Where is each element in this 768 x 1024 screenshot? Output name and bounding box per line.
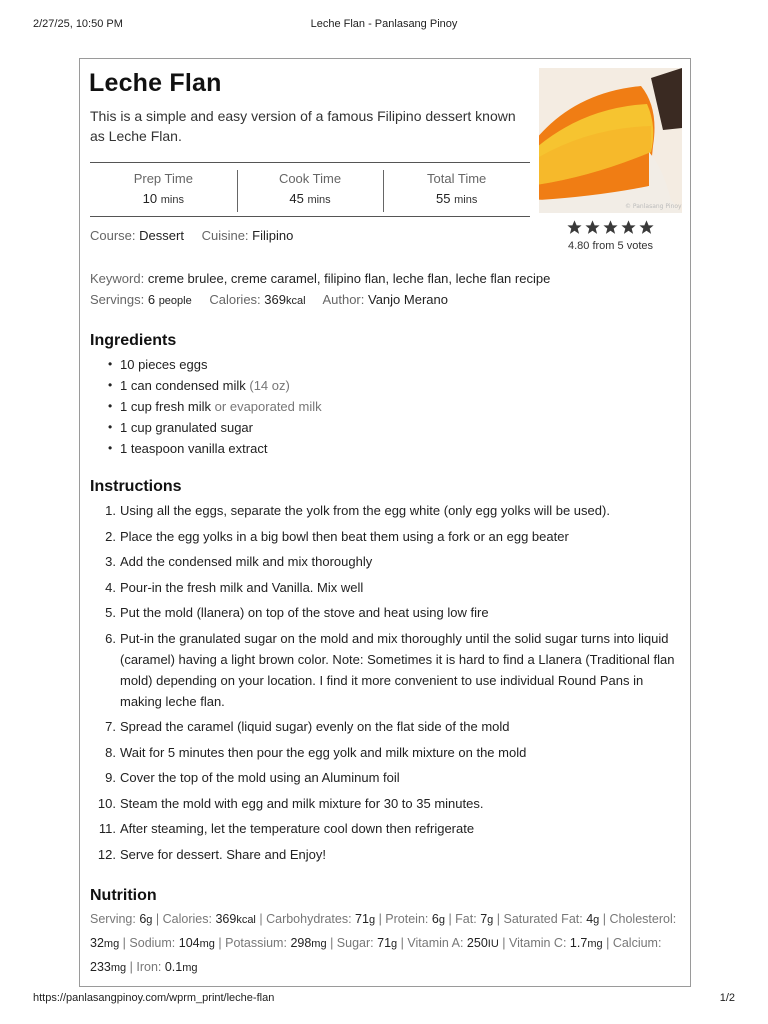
nutrition-facts: Serving: 6g | Calories: 369kcal | Carbohydrates: 71g | Protein: 6g | Fat: 7g | Saturated Fat: 4g | Cholesterol: 32mg | Sodium: 104mg | Potassium: 298mg | Sugar: 71g | Vitamin A: 250IU | Vitamin C: 1.7mg | Calcium: 233mg | Iron: 0.1mg: [90, 912, 677, 974]
rating-summary: 4.80 from 5 votes: [568, 240, 653, 252]
ingredients-list: [120, 354, 322, 459]
servings-label: Servings:: [90, 292, 145, 307]
nutrition-item: Potassium: 298mg: [225, 936, 327, 950]
svg-text:© Panlasang Pinoy: © Panlasang Pinoy: [625, 203, 682, 210]
ingredient-item: • 1 can condensed milk (14 oz): [120, 375, 322, 396]
nutrition-item: Calories: 369kcal: [162, 912, 256, 926]
instruction-step: 8. Wait for 5 minutes then pour the egg yolk and milk mixture on the mold: [105, 744, 527, 760]
instruction-step: 5. Put the mold (llanera) on top of the stove and heat using low fire: [105, 605, 489, 620]
recipe-photo: [539, 68, 682, 213]
course-cuisine-line: [90, 228, 293, 243]
star-icon[interactable]: [638, 219, 655, 236]
rating-stars[interactable]: [539, 219, 682, 236]
cuisine-label: Cuisine:: [201, 228, 249, 243]
instruction-step: 12. Serve for dessert. Share and Enjoy!: [97, 846, 326, 862]
instruction-step: 1. Using all the eggs, separate the yolk from the egg white (only egg yolks will be used).: [105, 503, 610, 518]
print-datetime: 2/27/25, 10:50 PM: [33, 18, 123, 30]
keyword-label: Keyword:: [90, 271, 145, 286]
ingredient-item: • 10 pieces eggs: [120, 354, 322, 375]
ingredient-item: • 1 cup fresh milk or evaporated milk: [120, 396, 322, 417]
calories-label: Calories:: [209, 292, 261, 307]
total-time: [383, 163, 530, 216]
instructions-heading: Instructions: [90, 478, 182, 495]
instruction-step: 7. Spread the caramel (liquid sugar) evenly on the flat side of the mold: [105, 719, 510, 734]
nutrition-item: Sugar: 71g: [336, 936, 398, 950]
keyword-value: creme brulee, creme caramel, filipino flan, leche flan, leche flan recipe: [147, 271, 551, 286]
star-icon[interactable]: [620, 219, 637, 236]
nutrition-item: Saturated Fat: 4g: [503, 912, 600, 926]
star-icon[interactable]: [566, 219, 583, 236]
nutrition-item: Vitamin C: 1.7mg: [509, 936, 603, 950]
instruction-step: 4. Pour-in the fresh milk and Vanilla. Mix well: [105, 579, 364, 595]
author-label: Author:: [322, 292, 365, 307]
ingredient-item: • 1 teaspoon vanilla extract: [120, 438, 322, 459]
calories-unit: kcal: [285, 295, 306, 307]
nutrition-item: Iron: 0.1mg: [136, 960, 198, 974]
nutrition-item: Sodium: 104mg: [129, 936, 215, 950]
instruction-step: 6. Put-in the granulated sugar on the mold and mix thoroughly until the solid sugar turns into liquid (caramel) having a light brown color. Note: Sometimes it is hard to find a Llanera (Traditional flan mold) depending on your location. I find it more convenient to use individual Round Pans in making leche flan.: [105, 630, 675, 709]
nutrition-item: Serving: 6g: [90, 912, 153, 926]
time-label: Prep Time: [133, 171, 193, 186]
ingredients-heading: Ingredients: [90, 332, 177, 349]
time-label: Cook Time: [278, 171, 342, 186]
star-icon[interactable]: [602, 219, 619, 236]
leche-flan-image: [539, 68, 682, 213]
nutrition-heading: Nutrition: [90, 887, 157, 904]
print-page-title: Leche Flan - Panlasang Pinoy: [310, 18, 458, 30]
course-value: Dessert: [139, 228, 184, 243]
instruction-step: 11. After steaming, let the temperature cool down then refrigerate: [98, 821, 475, 836]
nutrition-item: Carbohydrates: 71g: [266, 912, 376, 926]
time-value: 45 mins: [289, 191, 331, 206]
prep-time: [90, 163, 237, 216]
keyword-line: [90, 271, 550, 286]
nutrition-item: Vitamin A: 250IU: [407, 936, 499, 950]
instruction-step: 10. Steam the mold with egg and milk mixture for 30 to 35 minutes.: [97, 795, 484, 811]
recipe-times: [90, 162, 530, 217]
print-url[interactable]: https://panlasangpinoy.com/wprm_print/leche-flan: [33, 992, 275, 1004]
nutrition-item: Calcium: 233mg: [90, 936, 662, 974]
servings-calories-author-line: [90, 292, 448, 307]
instructions-list: [97, 500, 680, 869]
servings-value: 6: [147, 292, 156, 307]
time-label: Total Time: [427, 171, 487, 186]
nutrition-item: Fat: 7g: [455, 912, 494, 926]
print-footer: [33, 992, 735, 1006]
print-header: [33, 18, 735, 32]
instruction-step: 3. Add the condensed milk and mix thoroughly: [105, 554, 373, 569]
instruction-step: 9. Cover the top of the mold using an Aluminum foil: [105, 770, 400, 785]
recipe-card: [79, 58, 691, 987]
instruction-step: 2. Place the egg yolks in a big bowl then beat them using a fork or an egg beater: [105, 528, 569, 544]
nutrition-item: Cholesterol: 32mg: [90, 912, 677, 950]
recipe-title: Leche Flan: [89, 69, 222, 97]
recipe-summary: This is a simple and easy version of a famous Filipino dessert known as Leche Flan.: [90, 108, 516, 144]
nutrition-item: Protein: 6g: [385, 912, 445, 926]
cook-time: [237, 163, 384, 216]
author-value: Vanjo Merano: [368, 292, 448, 307]
calories-value: 369: [264, 292, 286, 307]
servings-unit: people: [158, 295, 192, 307]
cuisine-value: Filipino: [252, 228, 294, 243]
time-value: 55 mins: [436, 191, 478, 206]
time-value: 10 mins: [142, 191, 184, 206]
ingredient-item: • 1 cup granulated sugar: [120, 417, 322, 438]
course-label: Course:: [90, 228, 136, 243]
star-icon[interactable]: [584, 219, 601, 236]
recipe-rating: [539, 219, 682, 252]
page-number: 1/2: [719, 992, 735, 1004]
